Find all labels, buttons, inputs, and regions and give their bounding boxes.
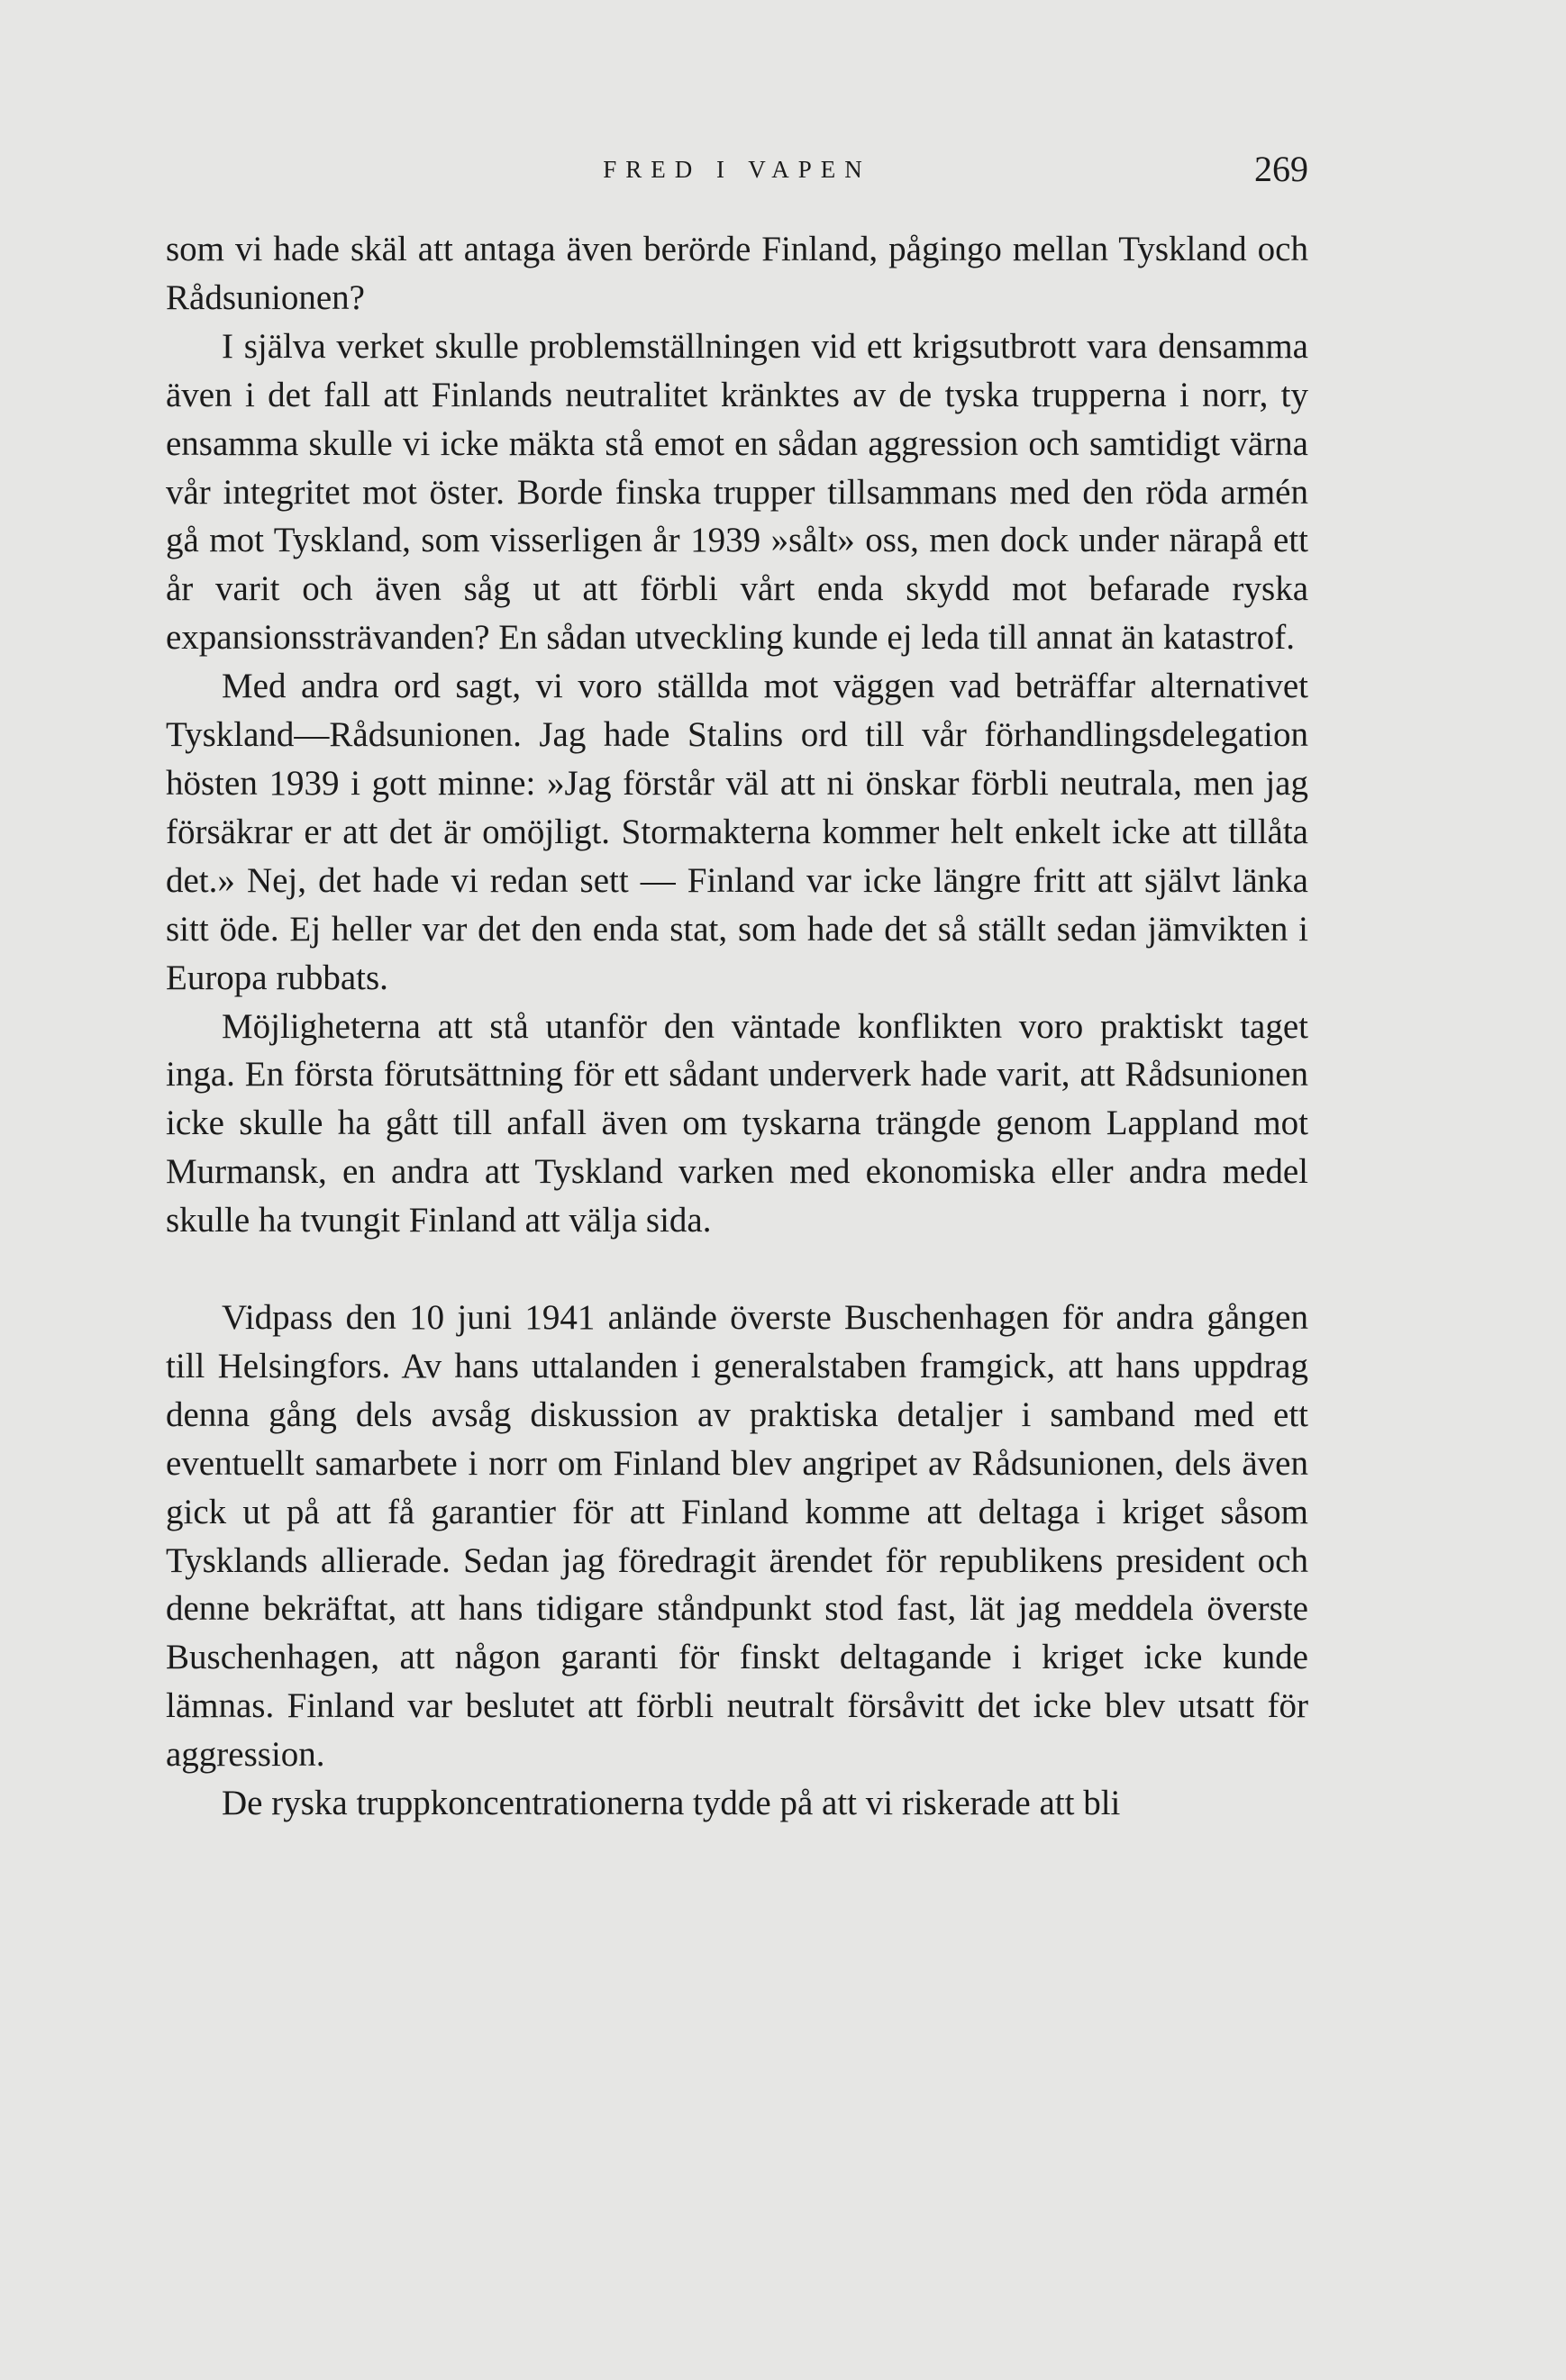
page-header: [166, 151, 1308, 187]
paragraph: Möjligheterna att stå utanför den väntade konflikten voro praktiskt taget inga. En första förutsättning för ett sådant underverk hade varit, att Rådsunionen icke skulle ha gått till anfall även om tyskarna trängde genom Lappland mot Murmansk, en andra att Tyskland varken med ekonomiska eller andra medel skulle ha tvungit Finland att välja sida.: [166, 1006, 1308, 1240]
paragraph-continuation: som vi hade skäl att antaga även berörde Finland, pågingo mellan Tyskland och Rådsunionen?: [166, 230, 1308, 317]
running-head: FRED I VAPEN: [603, 156, 871, 183]
paragraph: Med andra ord sagt, vi voro ställda mot väggen vad beträffar alternativet Tyskland—Rådsunionen. Jag hade Stalins ord till vår förhandlingsdelegation hösten 1939 i gott minne: »Jag förstår väl att ni önskar förbli neutrala, men jag försäkrar er att det är omöjligt. Stormakterna kommer helt enkelt icke att tillåta det.» Nej, det hade vi redan sett — Finland var icke längre fritt att självt länka sitt öde. Ej heller var det den enda stat, som hade det så ställt sedan jämvikten i Europa rubbats.: [166, 667, 1308, 997]
body-text: [166, 225, 1308, 1828]
page-number: 269: [1254, 149, 1308, 189]
paragraph: De ryska truppkoncentrationerna tydde på att vi riskerade att bli: [222, 1784, 1121, 1823]
paragraph: I själva verket skulle problemställningen vid ett krigsutbrott vara densamma även i det fall att Finlands neutralitet kränktes av de tyska trupperna i norr, ty ensamma skulle vi icke mäkta stå emot en sådan aggression och samtidigt värna vår integritet mot öster. Borde finska trupper tillsammans med den röda armén gå mot Tyskland, som visserligen år 1939 »sålt» oss, men dock under närapå ett år varit och även såg ut att förbli vårt enda skydd mot befarade ryska expansionssträvanden? En sådan utveckling kunde ej leda till annat än katastrof.: [166, 326, 1308, 658]
section-break: [166, 1245, 1308, 1294]
paragraph: Vidpass den 10 juni 1941 anlände överste Buschenhagen för andra gången till Helsingfors. Av hans uttalanden i generalstaben framgick, att hans uppdrag denna gång dels avsåg diskussion av praktiska detaljer i samband med ett eventuellt samarbete i norr om Finland blev angripet av Rådsunionen, dels även gick ut på att få garantier för att Finland komme att deltaga i kriget såsom Tysklands allierade. Sedan jag föredragit ärendet för republikens president och denne bekräftat, att hans tidigare ståndpunkt stod fast, lät jag meddela överste Buschenhagen, att någon garanti för finskt deltagande i kriget icke kunde lämnas. Finland var beslutet att förbli neutralt försåvitt det icke blev utsatt för aggression.: [166, 1298, 1308, 1775]
